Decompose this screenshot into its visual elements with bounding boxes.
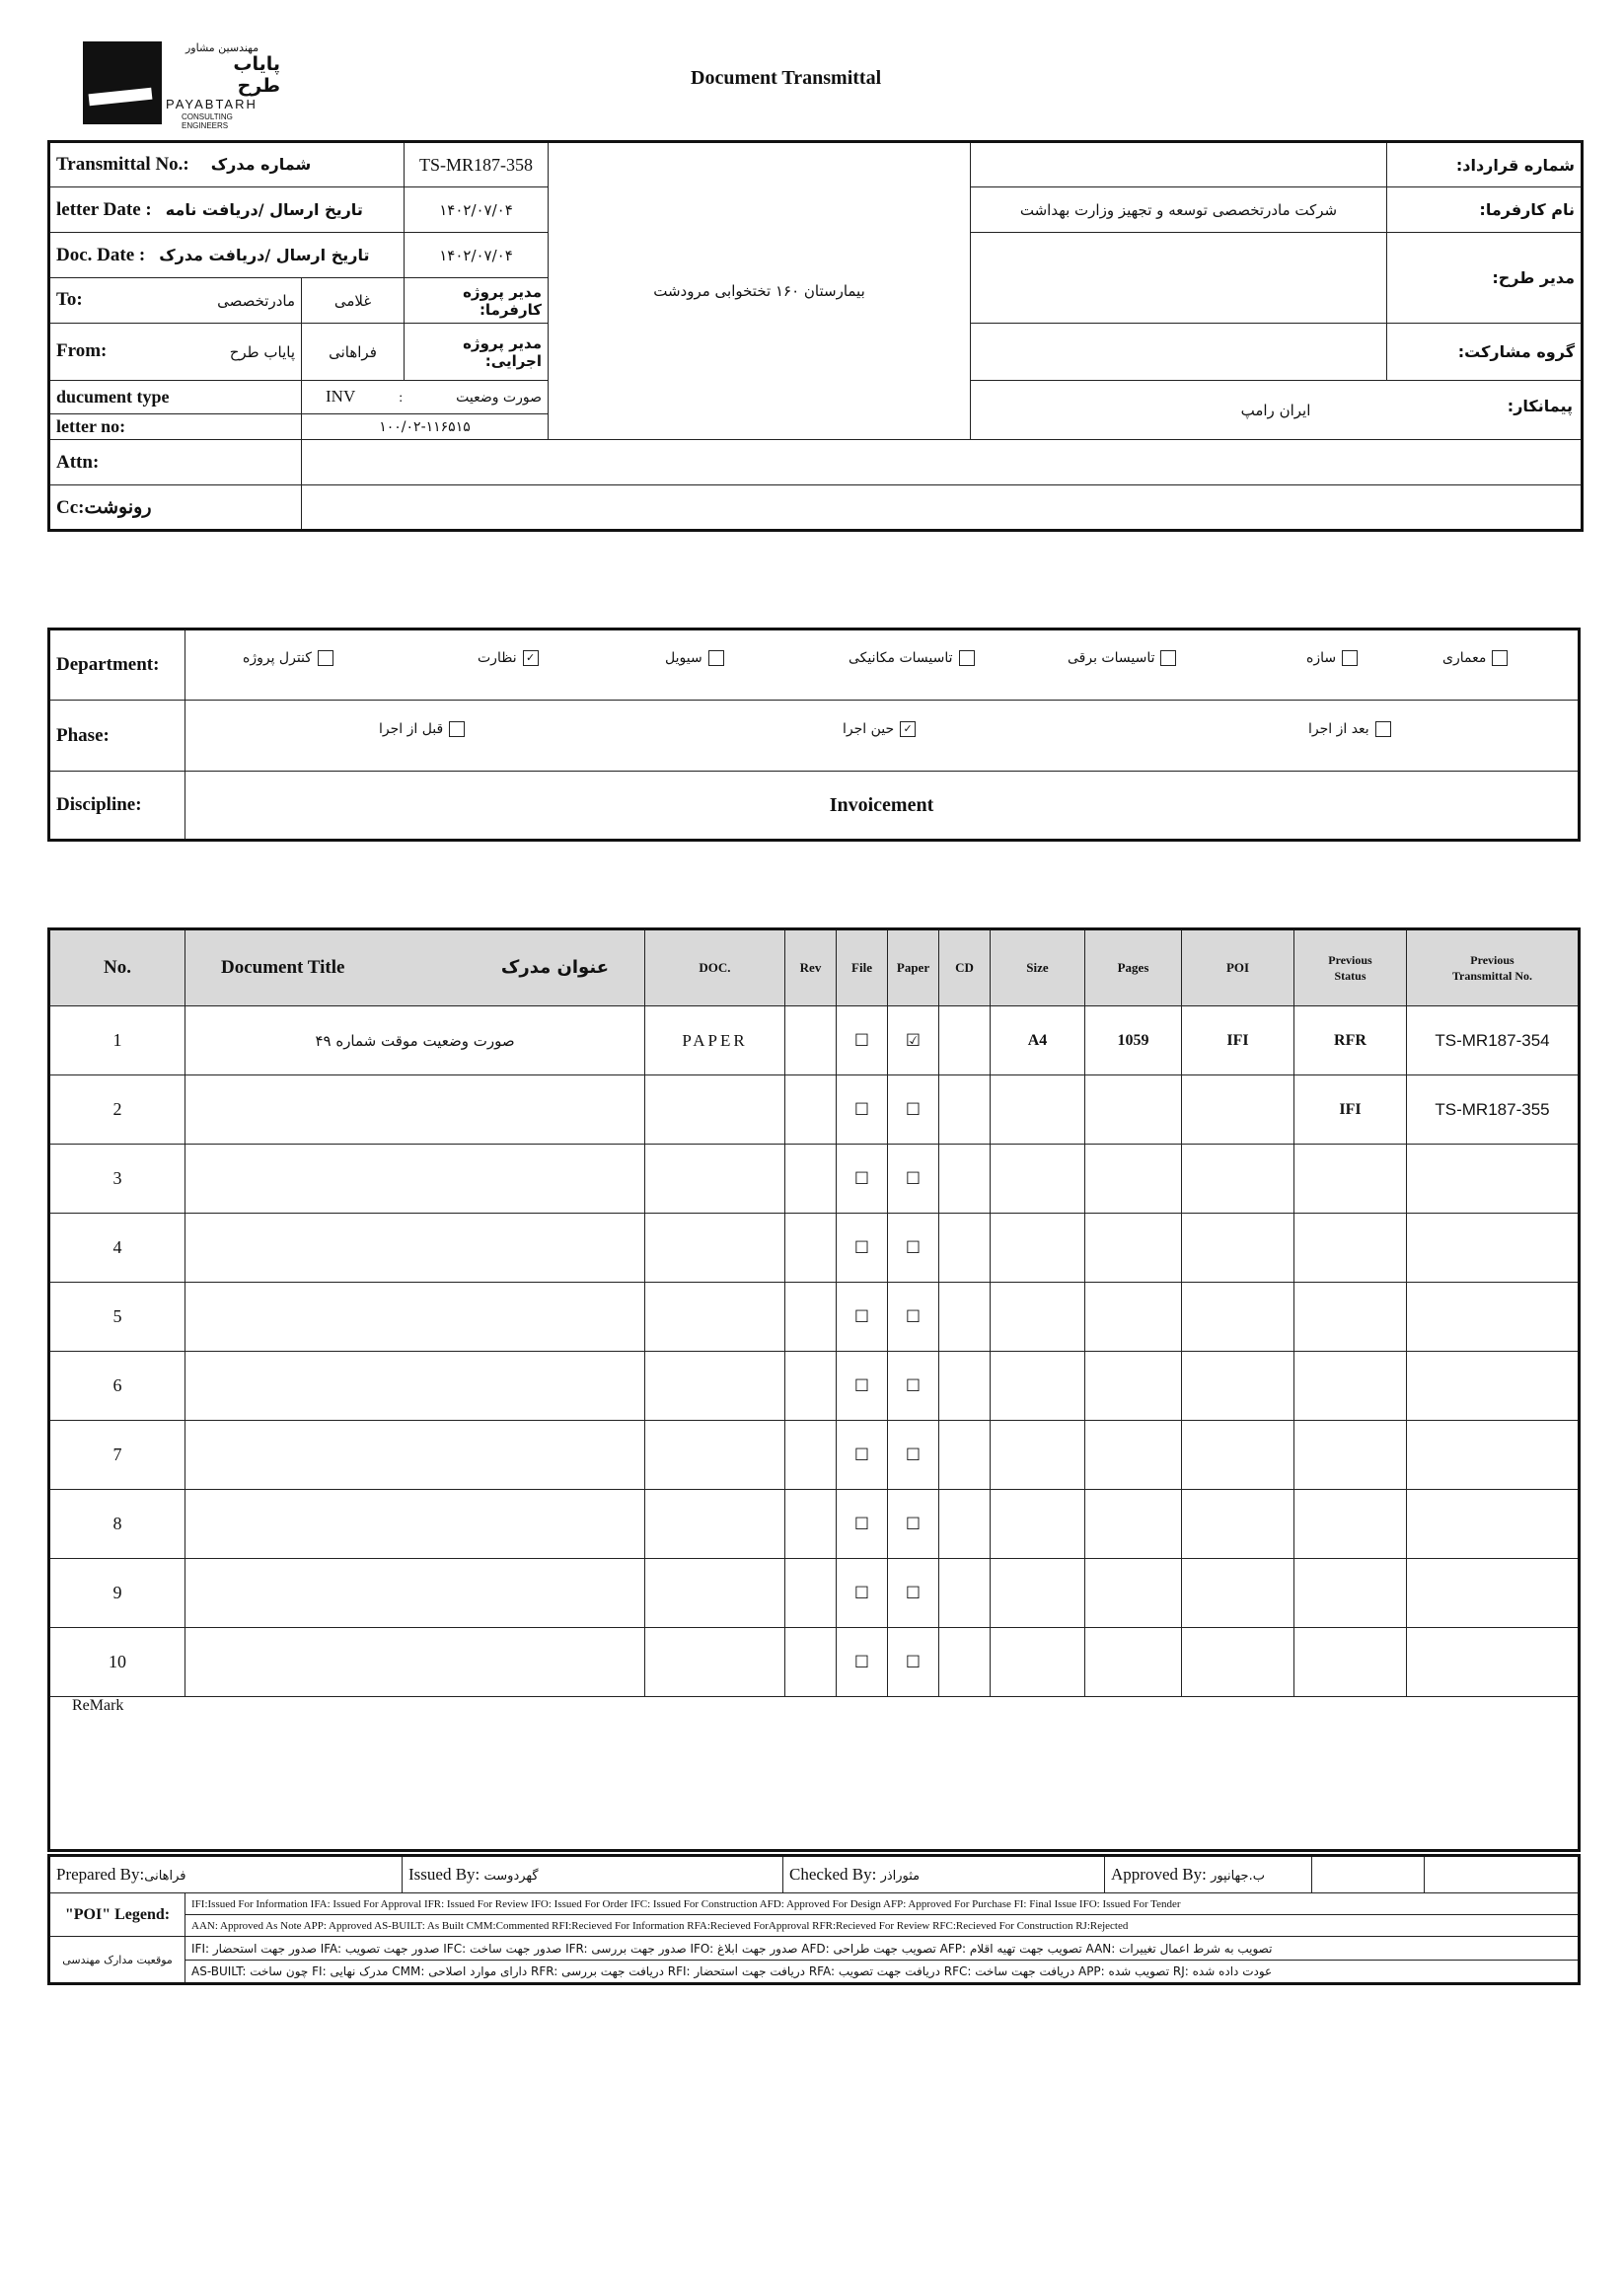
cell-poi bbox=[1182, 1559, 1294, 1628]
checkbox-icon[interactable] bbox=[318, 650, 333, 666]
cell-no: 10 bbox=[49, 1628, 185, 1697]
table-row bbox=[49, 1006, 1580, 1075]
checkbox-icon[interactable] bbox=[959, 650, 975, 666]
col-title-en: Document Title bbox=[221, 957, 345, 978]
cell-doc: PAPER bbox=[645, 1006, 785, 1075]
discipline-label: Discipline: bbox=[49, 772, 185, 841]
department-option-label: معماری bbox=[1442, 650, 1487, 666]
cell-size bbox=[991, 1628, 1085, 1697]
table-row bbox=[49, 1421, 1580, 1490]
phase-options bbox=[185, 701, 1580, 772]
cell-cd bbox=[939, 1559, 991, 1628]
col-prev-status bbox=[1294, 929, 1407, 1006]
cell-prev-trans bbox=[1407, 1628, 1580, 1697]
doc-type-value: INV bbox=[326, 386, 356, 406]
department-option[interactable] bbox=[243, 650, 333, 666]
cell-pages bbox=[1085, 1145, 1182, 1214]
checkbox-icon[interactable] bbox=[1342, 650, 1358, 666]
to-cell bbox=[49, 278, 302, 324]
cell-prev-trans: TS-MR187-354 bbox=[1407, 1006, 1580, 1075]
cell-pages bbox=[1085, 1352, 1182, 1421]
checked-box-icon[interactable]: ✓ bbox=[900, 721, 916, 737]
cell-file-checkbox[interactable]: ☐ bbox=[837, 1628, 888, 1697]
col-cd: CD bbox=[939, 929, 991, 1006]
design-manager-value bbox=[971, 233, 1387, 324]
col-prev-status-2: Status bbox=[1334, 969, 1366, 983]
cell-title bbox=[185, 1559, 645, 1628]
letter-no-label: letter no: bbox=[49, 414, 302, 440]
contract-no-label: شماره قرارداد: bbox=[1387, 142, 1583, 187]
cell-no: 2 bbox=[49, 1075, 185, 1145]
project-name: بیمارستان ۱۶۰ تختخوابی مرودشت bbox=[653, 281, 865, 300]
cell-poi bbox=[1182, 1145, 1294, 1214]
to-value: مادرتخصصی bbox=[217, 291, 295, 310]
project-cell bbox=[549, 142, 971, 440]
table-row bbox=[49, 1283, 1580, 1352]
cell-no: 6 bbox=[49, 1352, 185, 1421]
cell-prev-trans bbox=[1407, 1490, 1580, 1559]
issued-label: Issued By: bbox=[408, 1865, 480, 1884]
cell-doc bbox=[645, 1559, 785, 1628]
client-name-value: شرکت مادرتخصصی توسعه و تجهیز وزارت بهداشت bbox=[971, 187, 1387, 233]
design-manager-label: مدیر طرح: bbox=[1387, 233, 1583, 324]
cell-poi bbox=[1182, 1421, 1294, 1490]
from-value: پایاب طرح bbox=[229, 342, 295, 361]
cell-prev-status bbox=[1294, 1559, 1407, 1628]
cell-prev-status bbox=[1294, 1214, 1407, 1283]
cc-label: Cc:رونوشت bbox=[49, 485, 302, 531]
cell-file-checkbox[interactable]: ☐ bbox=[837, 1352, 888, 1421]
checked-value: مثوراذر bbox=[880, 1869, 921, 1884]
department-option[interactable] bbox=[1306, 650, 1358, 666]
doc-date-value: ۱۴۰۲/۰۷/۰۴ bbox=[405, 233, 549, 278]
department-option-label: نظارت bbox=[478, 650, 517, 666]
phase-option[interactable] bbox=[379, 721, 465, 737]
cell-title bbox=[185, 1490, 645, 1559]
letter-no-value: ۱۰۰/۰۲-۱۱۶۵۱۵ bbox=[302, 414, 549, 440]
cell-doc bbox=[645, 1145, 785, 1214]
cell-title bbox=[185, 1145, 645, 1214]
col-prev-trans-1: Previous bbox=[1470, 953, 1514, 967]
cell-paper-checkbox[interactable]: ☐ bbox=[888, 1145, 939, 1214]
cell-poi bbox=[1182, 1490, 1294, 1559]
col-pages: Pages bbox=[1085, 929, 1182, 1006]
cell-doc bbox=[645, 1490, 785, 1559]
cell-file-checkbox[interactable]: ☐ bbox=[837, 1214, 888, 1283]
letter-date-label-cell bbox=[49, 187, 405, 233]
partnership-label: گروه مشارکت: bbox=[1387, 324, 1583, 381]
contract-no-value bbox=[971, 142, 1387, 187]
legend-fa-line-1: IFI: صدور جهت استحضار IFA: صدور جهت تصویب IFC: صدور جهت ساخت IFR: صدور جهت بررسی IFO: صدور جهت ابلاغ AFD: تصویب جهت طراحی AFP: تصویب جهت تهیه اقلام AAN: تصویب به شرط اعمال تغییرات bbox=[185, 1937, 1580, 1961]
cell-no: 4 bbox=[49, 1214, 185, 1283]
cell-prev-trans bbox=[1407, 1283, 1580, 1352]
cell-poi bbox=[1182, 1628, 1294, 1697]
department-option[interactable] bbox=[849, 650, 975, 666]
footer-section bbox=[47, 1854, 1581, 1985]
cell-cd bbox=[939, 1214, 991, 1283]
table-row bbox=[49, 1145, 1580, 1214]
cell-file-checkbox[interactable]: ☐ bbox=[837, 1490, 888, 1559]
cell-title bbox=[185, 1628, 645, 1697]
cell-pages bbox=[1085, 1075, 1182, 1145]
cell-poi bbox=[1182, 1283, 1294, 1352]
cell-prev-status: IFI bbox=[1294, 1075, 1407, 1145]
document-list-section bbox=[47, 927, 1581, 1852]
cell-size bbox=[991, 1352, 1085, 1421]
cell-paper-checkbox[interactable]: ☐ bbox=[888, 1283, 939, 1352]
col-poi: POI bbox=[1182, 929, 1294, 1006]
discipline-value: Invoicement bbox=[185, 772, 1580, 841]
logo-en-line1: PAYABTARH bbox=[166, 97, 258, 111]
department-option-label: سیویل bbox=[665, 650, 702, 666]
from-role: مدیر پروژه اجرایی: bbox=[405, 324, 549, 381]
cell-file-checkbox[interactable]: ☐ bbox=[837, 1145, 888, 1214]
checkbox-icon[interactable] bbox=[1492, 650, 1508, 666]
cell-prev-trans bbox=[1407, 1421, 1580, 1490]
checked-by-cell bbox=[783, 1856, 1105, 1893]
cell-size bbox=[991, 1214, 1085, 1283]
cell-cd bbox=[939, 1352, 991, 1421]
approved-value: ب.جهانپور bbox=[1211, 1869, 1265, 1884]
partnership-value bbox=[971, 324, 1387, 381]
cell-paper-checkbox[interactable]: ☐ bbox=[888, 1421, 939, 1490]
cell-poi bbox=[1182, 1075, 1294, 1145]
cell-title bbox=[185, 1352, 645, 1421]
cell-poi: IFI bbox=[1182, 1006, 1294, 1075]
cell-prev-status bbox=[1294, 1352, 1407, 1421]
prepared-by-cell bbox=[49, 1856, 403, 1893]
attn-value bbox=[302, 440, 1583, 485]
cell-rev bbox=[785, 1490, 837, 1559]
table-row bbox=[49, 1628, 1580, 1697]
cell-prev-trans bbox=[1407, 1352, 1580, 1421]
logo-fa-line2: پایاب طرح bbox=[233, 53, 280, 97]
from-person: فراهانی bbox=[302, 324, 405, 381]
cell-pages bbox=[1085, 1490, 1182, 1559]
cell-rev bbox=[785, 1075, 837, 1145]
checkbox-icon[interactable] bbox=[449, 721, 465, 737]
cell-size bbox=[991, 1075, 1085, 1145]
table-row bbox=[49, 1490, 1580, 1559]
cell-doc bbox=[645, 1628, 785, 1697]
from-label: From: bbox=[56, 339, 108, 361]
cell-cd bbox=[939, 1490, 991, 1559]
cell-size bbox=[991, 1490, 1085, 1559]
logo-fa-line1: مهندسین مشاور bbox=[185, 41, 259, 54]
cell-pages bbox=[1085, 1421, 1182, 1490]
legend-label: "POI" Legend: bbox=[49, 1893, 185, 1937]
letter-date-label-fa: تاریخ ارسال /دریافت نامه bbox=[165, 199, 363, 219]
phase-option-label: حین اجرا bbox=[843, 720, 895, 737]
department-option[interactable] bbox=[478, 650, 539, 666]
col-file: File bbox=[837, 929, 888, 1006]
cell-no: 8 bbox=[49, 1490, 185, 1559]
cell-cd bbox=[939, 1006, 991, 1075]
checked-label: Checked By: bbox=[789, 1865, 877, 1884]
cell-pages bbox=[1085, 1628, 1182, 1697]
client-name-label: نام کارفرما: bbox=[1387, 187, 1583, 233]
remark-label: ReMark bbox=[72, 1697, 124, 1714]
cell-cd bbox=[939, 1145, 991, 1214]
cell-pages: 1059 bbox=[1085, 1006, 1182, 1075]
cell-cd bbox=[939, 1421, 991, 1490]
cell-size bbox=[991, 1559, 1085, 1628]
department-option-label: تاسیسات مکانیکی bbox=[849, 650, 953, 666]
department-option-label: تاسیسات برقی bbox=[1068, 650, 1155, 666]
cell-rev bbox=[785, 1352, 837, 1421]
cell-title bbox=[185, 1421, 645, 1490]
department-option[interactable] bbox=[1442, 650, 1508, 666]
approved-by-cell bbox=[1105, 1856, 1312, 1893]
table-row bbox=[49, 1214, 1580, 1283]
cell-prev-status: RFR bbox=[1294, 1006, 1407, 1075]
cell-no: 5 bbox=[49, 1283, 185, 1352]
doc-type-cell bbox=[302, 381, 549, 414]
classification-section bbox=[47, 628, 1581, 842]
cell-paper-checkbox[interactable]: ☐ bbox=[888, 1559, 939, 1628]
cell-prev-trans: TS-MR187-355 bbox=[1407, 1075, 1580, 1145]
cell-size bbox=[991, 1145, 1085, 1214]
cell-size: A4 bbox=[991, 1006, 1085, 1075]
col-paper: Paper bbox=[888, 929, 939, 1006]
department-option[interactable] bbox=[1068, 650, 1176, 666]
department-options bbox=[185, 630, 1580, 701]
doc-type-label: ducument type bbox=[49, 381, 302, 414]
cell-doc bbox=[645, 1352, 785, 1421]
checkbox-icon[interactable] bbox=[1375, 721, 1391, 737]
col-size: Size bbox=[991, 929, 1085, 1006]
doc-type-colon: : bbox=[399, 390, 404, 406]
cell-rev bbox=[785, 1421, 837, 1490]
cell-prev-status bbox=[1294, 1421, 1407, 1490]
cc-value bbox=[302, 485, 1583, 531]
department-option-label: کنترل پروژه bbox=[243, 650, 312, 666]
letter-date-value: ۱۴۰۲/۰۷/۰۴ bbox=[405, 187, 549, 233]
attn-label: Attn: bbox=[49, 440, 302, 485]
cell-doc bbox=[645, 1283, 785, 1352]
remark-cell bbox=[49, 1697, 1580, 1851]
logo-en-line2: CONSULTING ENGINEERS bbox=[182, 112, 233, 130]
from-cell bbox=[49, 324, 302, 381]
cell-no: 3 bbox=[49, 1145, 185, 1214]
cell-rev bbox=[785, 1628, 837, 1697]
cell-title bbox=[185, 1214, 645, 1283]
phase-option[interactable] bbox=[1308, 721, 1391, 737]
prepared-label: Prepared By: bbox=[56, 1865, 145, 1884]
department-option[interactable] bbox=[665, 650, 724, 666]
cell-file-checkbox[interactable]: ☐ bbox=[837, 1283, 888, 1352]
cell-title bbox=[185, 1283, 645, 1352]
transmittal-number: TS-MR187-358 bbox=[405, 142, 549, 187]
cell-file-checkbox[interactable]: ☐ bbox=[837, 1006, 888, 1075]
cell-title bbox=[185, 1075, 645, 1145]
col-title bbox=[185, 929, 645, 1006]
checkbox-icon[interactable] bbox=[1160, 650, 1176, 666]
cell-pages bbox=[1085, 1214, 1182, 1283]
letter-date-label: letter Date : bbox=[56, 198, 152, 220]
transmittal-label-cell bbox=[49, 142, 405, 187]
doc-date-label: Doc. Date : bbox=[56, 244, 146, 265]
cell-no: 9 bbox=[49, 1559, 185, 1628]
to-role: مدیر پروژه کارفرما: bbox=[405, 278, 549, 324]
col-rev: Rev bbox=[785, 929, 837, 1006]
cell-rev bbox=[785, 1559, 837, 1628]
cell-prev-status bbox=[1294, 1283, 1407, 1352]
cell-prev-status bbox=[1294, 1145, 1407, 1214]
cell-doc bbox=[645, 1421, 785, 1490]
cell-rev bbox=[785, 1145, 837, 1214]
cell-rev bbox=[785, 1214, 837, 1283]
department-option-label: سازه bbox=[1306, 650, 1337, 666]
approved-label: Approved By: bbox=[1111, 1865, 1207, 1884]
phase-option[interactable] bbox=[843, 721, 916, 737]
cell-file-checkbox[interactable]: ☐ bbox=[837, 1559, 888, 1628]
cell-prev-status bbox=[1294, 1628, 1407, 1697]
cell-file-checkbox[interactable]: ☐ bbox=[837, 1075, 888, 1145]
legend-fa-label: موقعیت مدارک مهندسی bbox=[49, 1937, 185, 1984]
document-title: Document Transmittal bbox=[691, 67, 882, 89]
cell-rev bbox=[785, 1283, 837, 1352]
col-doc: DOC. bbox=[645, 929, 785, 1006]
phase-option-label: قبل از اجرا bbox=[379, 720, 444, 737]
legend-line-1: IFI:Issued For Information IFA: Issued For Approval IFR: Issued For Review IFO: Issued For Order IFC: Issued For Construction AFD: Approved For Design AFP: Approved For Purchase FI: Final Issue IFO: Issued For Tender bbox=[185, 1893, 1580, 1915]
cell-pages bbox=[1085, 1283, 1182, 1352]
col-prev-trans bbox=[1407, 929, 1580, 1006]
doc-date-label-cell bbox=[49, 233, 405, 278]
cell-size bbox=[991, 1421, 1085, 1490]
cell-cd bbox=[939, 1283, 991, 1352]
cell-doc bbox=[645, 1214, 785, 1283]
to-label: To: bbox=[56, 288, 83, 310]
cell-paper-checkbox[interactable]: ☐ bbox=[888, 1628, 939, 1697]
cell-paper-checkbox[interactable]: ☐ bbox=[888, 1075, 939, 1145]
cell-rev bbox=[785, 1006, 837, 1075]
checkbox-icon[interactable] bbox=[708, 650, 724, 666]
logo-mark-icon bbox=[83, 41, 162, 124]
signature-blank-2 bbox=[1425, 1856, 1580, 1893]
issued-value: گهردوست bbox=[483, 1869, 539, 1884]
cell-cd bbox=[939, 1628, 991, 1697]
cell-poi bbox=[1182, 1352, 1294, 1421]
header-section bbox=[47, 140, 1581, 532]
table-row bbox=[49, 1352, 1580, 1421]
col-prev-status-1: Previous bbox=[1328, 953, 1372, 967]
doc-date-label-fa: تاریخ ارسال /دریافت مدرک bbox=[159, 245, 370, 264]
cell-file-checkbox[interactable]: ☐ bbox=[837, 1421, 888, 1490]
signature-blank-1 bbox=[1312, 1856, 1425, 1893]
checked-box-icon[interactable]: ✓ bbox=[523, 650, 539, 666]
col-prev-trans-2: Transmittal No. bbox=[1451, 969, 1533, 983]
cell-prev-status bbox=[1294, 1490, 1407, 1559]
cell-cd bbox=[939, 1075, 991, 1145]
cell-prev-trans bbox=[1407, 1559, 1580, 1628]
phase-label: Phase: bbox=[49, 701, 185, 772]
cell-size bbox=[991, 1283, 1085, 1352]
cell-no: 1 bbox=[49, 1006, 185, 1075]
table-row bbox=[49, 1075, 1580, 1145]
cell-pages bbox=[1085, 1559, 1182, 1628]
department-label: Department: bbox=[49, 630, 185, 701]
cell-prev-trans bbox=[1407, 1145, 1580, 1214]
issued-by-cell bbox=[403, 1856, 783, 1893]
contractor-label: پیمانکار: bbox=[1507, 397, 1573, 415]
col-title-fa: عنوان مدرک bbox=[500, 957, 609, 978]
legend-fa-line-2: AS-BUILT: چون ساخت FI: مدرک نهایی CMM: دارای موارد اصلاحی RFR: دریافت جهت بررسی RFI: دریافت جهت استحضار RFA: دریافت جهت تصویب RFC: دریافت جهت ساخت APP: تصویب شده RJ: عودت داده شده bbox=[185, 1961, 1580, 1984]
cell-paper-checkbox[interactable]: ☑ bbox=[888, 1006, 939, 1075]
table-row bbox=[49, 1559, 1580, 1628]
contractor-value: ایران رامپ bbox=[971, 381, 1583, 440]
prepared-value: فراهانی bbox=[144, 1869, 186, 1884]
cell-poi bbox=[1182, 1214, 1294, 1283]
cell-paper-checkbox[interactable]: ☐ bbox=[888, 1352, 939, 1421]
cell-paper-checkbox[interactable]: ☐ bbox=[888, 1490, 939, 1559]
to-person: غلامی bbox=[302, 278, 405, 324]
phase-option-label: بعد از اجرا bbox=[1308, 720, 1369, 737]
transmittal-label: Transmittal No.: bbox=[56, 154, 189, 175]
cell-prev-trans bbox=[1407, 1214, 1580, 1283]
cell-doc bbox=[645, 1075, 785, 1145]
cell-paper-checkbox[interactable]: ☐ bbox=[888, 1214, 939, 1283]
transmittal-label-fa: شماره مدرک bbox=[210, 155, 312, 174]
legend-line-2: AAN: Approved As Note APP: Approved AS-BUILT: As Built CMM:Commented RFI:Recieved For Information RFA:Recieved ForApproval RFR:Recieved For Review RFC:Recieved For Construction RJ:Rejected bbox=[185, 1915, 1580, 1937]
doc-type-fa: صورت وضعیت bbox=[456, 389, 542, 406]
cell-no: 7 bbox=[49, 1421, 185, 1490]
company-logo bbox=[83, 41, 280, 130]
cell-title: صورت وضعیت موقت شماره ۴۹ bbox=[185, 1006, 645, 1075]
col-no: No. bbox=[49, 929, 185, 1006]
